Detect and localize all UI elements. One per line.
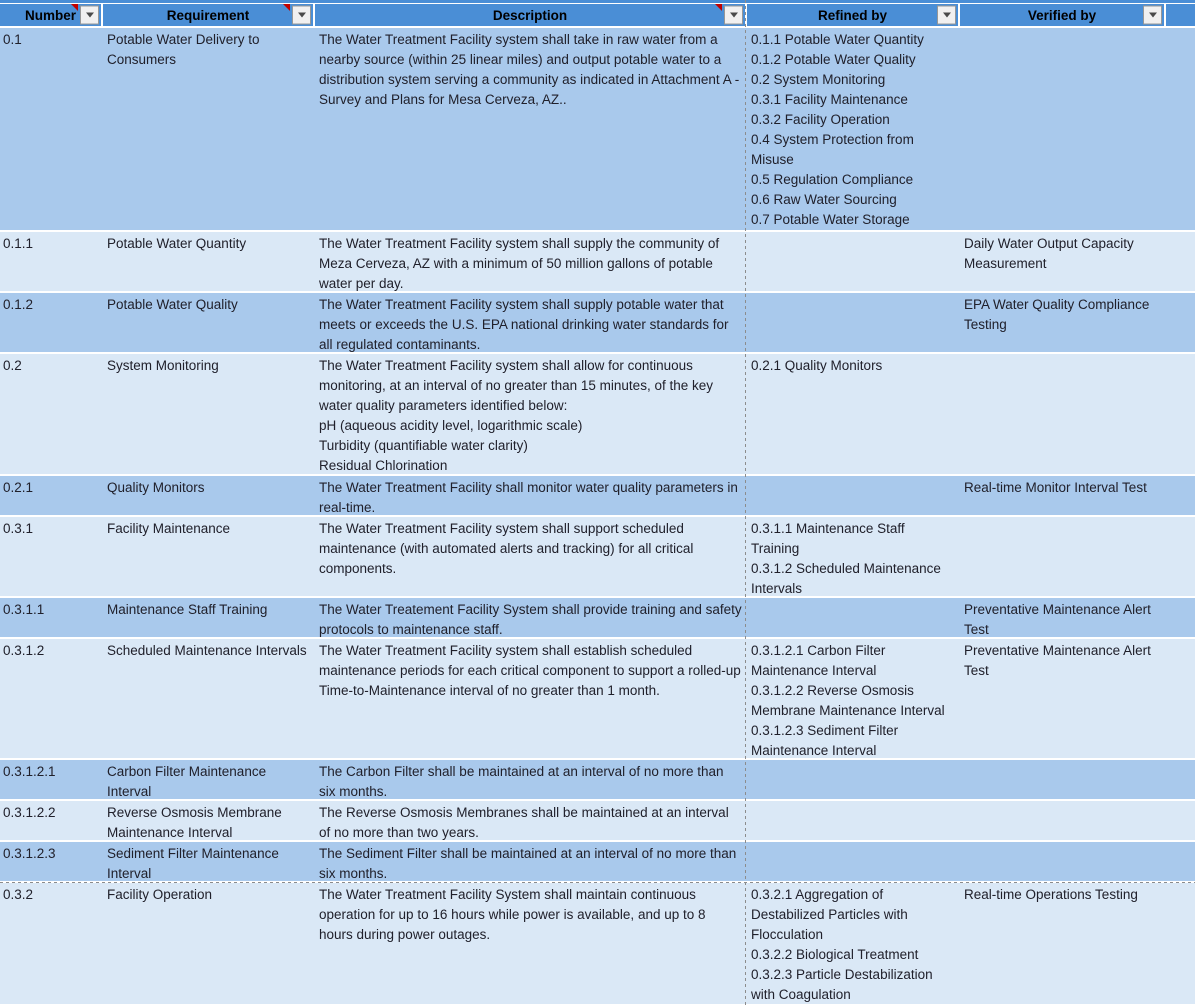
table-row — [0, 517, 1195, 598]
verified-by-entry: EPA Water Quality Compliance Testing — [964, 297, 1150, 332]
table-row — [0, 476, 1195, 517]
table-row — [0, 232, 1195, 293]
page-break-vertical-line — [745, 0, 746, 1006]
cell-refined-by[interactable] — [747, 801, 960, 840]
table-row — [0, 354, 1195, 476]
cell-extra[interactable] — [1166, 639, 1195, 758]
column-header-requirement — [103, 4, 315, 26]
comment-marker-icon — [283, 4, 290, 11]
cell-extra[interactable] — [1166, 354, 1195, 474]
cell-description[interactable] — [315, 639, 747, 758]
verified-by-entry: Daily Water Output Capacity Measurement — [964, 236, 1134, 271]
table-row — [0, 28, 1195, 232]
cell-number[interactable]: 0.2 — [3, 358, 22, 373]
cell-verified-by[interactable] — [960, 598, 1166, 637]
cell-number[interactable]: 0.3.1.2.3 — [3, 846, 56, 861]
cell-extra[interactable] — [1166, 293, 1195, 352]
cell-verified-by[interactable] — [960, 801, 1166, 840]
column-header-label: Number — [24, 7, 76, 23]
chevron-down-icon — [298, 13, 306, 18]
cell-extra[interactable] — [1166, 842, 1195, 881]
cell-description[interactable] — [315, 28, 747, 230]
description-line: The Water Treatment Facility system shall supply the community of Meza Cerveza, AZ with a minimum of 50 million gallons of potable water per day. — [319, 236, 720, 291]
filter-dropdown-button[interactable] — [292, 6, 311, 25]
comment-marker-icon — [71, 4, 78, 11]
column-header-description — [315, 4, 747, 26]
cell-extra[interactable] — [1166, 517, 1195, 596]
cell-description[interactable] — [315, 883, 747, 1004]
description-line: Turbidity (quantifiable water clarity) — [319, 438, 528, 453]
cell-number[interactable]: 0.2.1 — [3, 480, 34, 495]
verified-by-entry: Real-time Monitor Interval Test — [964, 480, 1147, 495]
cell-number[interactable]: 0.1.2 — [3, 297, 34, 312]
description-line: The Reverse Osmosis Membranes shall be maintained at an interval of no more than two years. — [319, 805, 729, 840]
refined-by-entry: 0.3.1.2.3 Sediment Filter Maintenance Interval — [751, 723, 899, 758]
cell-refined-by[interactable] — [747, 598, 960, 637]
verified-by-entry: Preventative Maintenance Alert Test — [964, 643, 1151, 678]
filter-dropdown-button[interactable] — [724, 6, 743, 25]
refined-by-entry: 0.7 Potable Water Storage — [751, 212, 910, 227]
column-header-label: Refined by — [817, 7, 887, 23]
description-line: The Water Treatment Facility system shall support scheduled maintenance (with automated alerts and tracking) for all critical components. — [319, 521, 694, 576]
cell-verified-by[interactable] — [960, 760, 1166, 799]
cell-verified-by[interactable] — [960, 232, 1166, 291]
cell-verified-by[interactable] — [960, 842, 1166, 881]
cell-description[interactable] — [315, 801, 747, 840]
cell-number[interactable]: 0.3.1.2 — [3, 643, 45, 658]
refined-by-entry: 0.1.1 Potable Water Quantity — [751, 32, 924, 47]
description-line: The Water Treatment Facility System shall maintain continuous operation for up to 16 hours while power is available, and up to 8 hours during power outages. — [319, 887, 706, 942]
cell-extra[interactable] — [1166, 598, 1195, 637]
cell-extra[interactable] — [1166, 476, 1195, 515]
cell-refined-by[interactable] — [747, 639, 960, 758]
description-line: The Sediment Filter shall be maintained at an interval of no more than six months. — [319, 846, 737, 881]
refined-by-entry: 0.5 Regulation Compliance — [751, 172, 914, 187]
description-line: The Water Treatment Facility system shall take in raw water from a nearby source (within 25 linear miles) and output potable water to a distribution system serving a community as indicated in Attachment A - Survey and Plans for Mesa Cerveza, AZ.. — [319, 32, 740, 107]
cell-verified-by[interactable] — [960, 639, 1166, 758]
cell-requirement[interactable]: Facility Operation — [107, 887, 213, 902]
column-header-refined-by — [747, 4, 960, 26]
table-row — [0, 293, 1195, 354]
cell-requirement[interactable]: Sediment Filter Maintenance Interval — [107, 846, 279, 881]
cell-refined-by[interactable] — [747, 476, 960, 515]
refined-by-entry: 0.4 System Protection from Misuse — [751, 132, 914, 167]
cell-requirement[interactable]: Potable Water Delivery to Consumers — [107, 32, 260, 67]
chevron-down-icon — [943, 13, 951, 18]
table-header-row — [0, 4, 1195, 28]
description-line: The Carbon Filter shall be maintained at an interval of no more than six months. — [319, 764, 724, 799]
page-break-horizontal-line — [0, 882, 1195, 883]
cell-number[interactable]: 0.3.1.2.1 — [3, 764, 56, 779]
cell-extra[interactable] — [1166, 232, 1195, 291]
cell-number[interactable]: 0.3.2 — [3, 887, 34, 902]
verified-by-entry: Preventative Maintenance Alert Test — [964, 602, 1151, 637]
table-row — [0, 883, 1195, 1006]
cell-requirement[interactable]: Maintenance Staff Training — [107, 602, 268, 617]
cell-number[interactable]: 0.3.1.2.2 — [3, 805, 56, 820]
table-row — [0, 842, 1195, 883]
chevron-down-icon — [86, 13, 94, 18]
cell-refined-by[interactable] — [747, 232, 960, 291]
cell-extra[interactable] — [1166, 28, 1195, 230]
cell-description[interactable] — [315, 293, 747, 352]
cell-verified-by[interactable] — [960, 883, 1166, 1004]
refined-by-entry: 0.1.2 Potable Water Quality — [751, 52, 916, 67]
refined-by-entry: 0.3.2.2 Biological Treatment — [751, 947, 919, 962]
cell-verified-by[interactable] — [960, 517, 1166, 596]
chevron-down-icon — [1149, 13, 1157, 18]
cell-description[interactable] — [315, 354, 747, 474]
cell-description[interactable] — [315, 476, 747, 515]
cell-refined-by[interactable] — [747, 760, 960, 799]
description-line: The Water Treatment Facility system shall establish scheduled maintenance periods for each critical component to support a rolled-up Time-to-Maintenance interval of no greater than 1 month. — [319, 643, 741, 698]
cell-requirement[interactable]: Quality Monitors — [107, 480, 205, 495]
cell-requirement[interactable]: Reverse Osmosis Membrane Maintenance Interval — [107, 805, 282, 840]
refined-by-entry: 0.3.2.1 Aggregation of Destabilized Particles with Flocculation — [751, 887, 908, 942]
verified-by-entry: Real-time Operations Testing — [964, 887, 1138, 902]
description-line: Residual Chlorination — [319, 458, 448, 473]
refined-by-entry: 0.3.1.2.2 Reverse Osmosis Membrane Maintenance Interval — [751, 683, 945, 718]
filter-dropdown-button[interactable] — [1143, 6, 1162, 25]
comment-marker-icon — [715, 4, 722, 11]
cell-verified-by[interactable] — [960, 293, 1166, 352]
cell-refined-by[interactable] — [747, 293, 960, 352]
table-body — [0, 28, 1195, 1006]
column-header-label: Requirement — [166, 7, 250, 23]
cell-description[interactable] — [315, 517, 747, 596]
cell-extra[interactable] — [1166, 883, 1195, 1004]
cell-requirement[interactable]: System Monitoring — [107, 358, 219, 373]
column-header-verified-by — [960, 4, 1166, 26]
cell-refined-by[interactable] — [747, 883, 960, 1004]
column-header-extra — [1166, 4, 1195, 26]
table-row — [0, 760, 1195, 801]
refined-by-entry: 0.3.1 Facility Maintenance — [751, 92, 908, 107]
cell-requirement[interactable]: Potable Water Quality — [107, 297, 238, 312]
cell-requirement[interactable]: Scheduled Maintenance Intervals — [107, 643, 307, 658]
cell-description[interactable] — [315, 760, 747, 799]
table-row — [0, 801, 1195, 842]
cell-verified-by[interactable] — [960, 354, 1166, 474]
cell-refined-by[interactable] — [747, 517, 960, 596]
refined-by-entry: 0.3.2.3 Particle Destabilization with Coagulation — [751, 967, 933, 1002]
description-line: The Water Treatment Facility shall monitor water quality parameters in real-time. — [319, 480, 738, 515]
cell-verified-by[interactable] — [960, 476, 1166, 515]
cell-requirement[interactable]: Facility Maintenance — [107, 521, 231, 536]
cell-description[interactable] — [315, 598, 747, 637]
cell-number[interactable]: 0.1 — [3, 32, 22, 47]
cell-extra[interactable] — [1166, 760, 1195, 799]
cell-description[interactable] — [315, 842, 747, 881]
chevron-down-icon — [730, 13, 738, 18]
cell-extra[interactable] — [1166, 801, 1195, 840]
column-header-label: Verified by — [1027, 7, 1097, 23]
cell-description[interactable] — [315, 232, 747, 291]
cell-refined-by[interactable] — [747, 28, 960, 230]
table-row — [0, 639, 1195, 760]
column-header-number — [0, 4, 103, 26]
filter-dropdown-button[interactable] — [937, 6, 956, 25]
refined-by-entry: 0.3.1.1 Maintenance Staff Training — [751, 521, 905, 556]
cell-refined-by[interactable] — [747, 354, 960, 474]
refined-by-entry: 0.3.1.2 Scheduled Maintenance Intervals — [751, 561, 941, 596]
table-row — [0, 598, 1195, 639]
cell-requirement[interactable]: Carbon Filter Maintenance Interval — [107, 764, 267, 799]
cell-number[interactable]: 0.3.1.1 — [3, 602, 45, 617]
refined-by-entry: 0.2.1 Quality Monitors — [751, 358, 883, 373]
description-line: The Water Treatment Facility system shall allow for continuous monitoring, at an interval of no greater than 15 minutes, of the key water quality parameters identified below: — [319, 358, 713, 413]
refined-by-entry: 0.2 System Monitoring — [751, 72, 886, 87]
refined-by-entry: 0.3.1.2.1 Carbon Filter Maintenance Interval — [751, 643, 886, 678]
cell-number[interactable]: 0.3.1 — [3, 521, 34, 536]
refined-by-entry: 0.6 Raw Water Sourcing — [751, 192, 897, 207]
cell-number[interactable]: 0.1.1 — [3, 236, 34, 251]
refined-by-entry: 0.3.2 Facility Operation — [751, 112, 890, 127]
filter-dropdown-button[interactable] — [80, 6, 99, 25]
description-line: pH (aqueous acidity level, logarithmic scale) — [319, 418, 583, 433]
cell-verified-by[interactable] — [960, 28, 1166, 230]
cell-refined-by[interactable] — [747, 842, 960, 881]
description-line: The Water Treatment Facility system shall supply potable water that meets or exceeds the U.S. EPA national drinking water standards for all regulated contaminants. — [319, 297, 729, 352]
cell-requirement[interactable]: Potable Water Quantity — [107, 236, 247, 251]
description-line: The Water Treatement Facility System shall provide training and safety protocols to maintenance staff. — [319, 602, 742, 637]
column-header-label: Description — [492, 7, 568, 23]
